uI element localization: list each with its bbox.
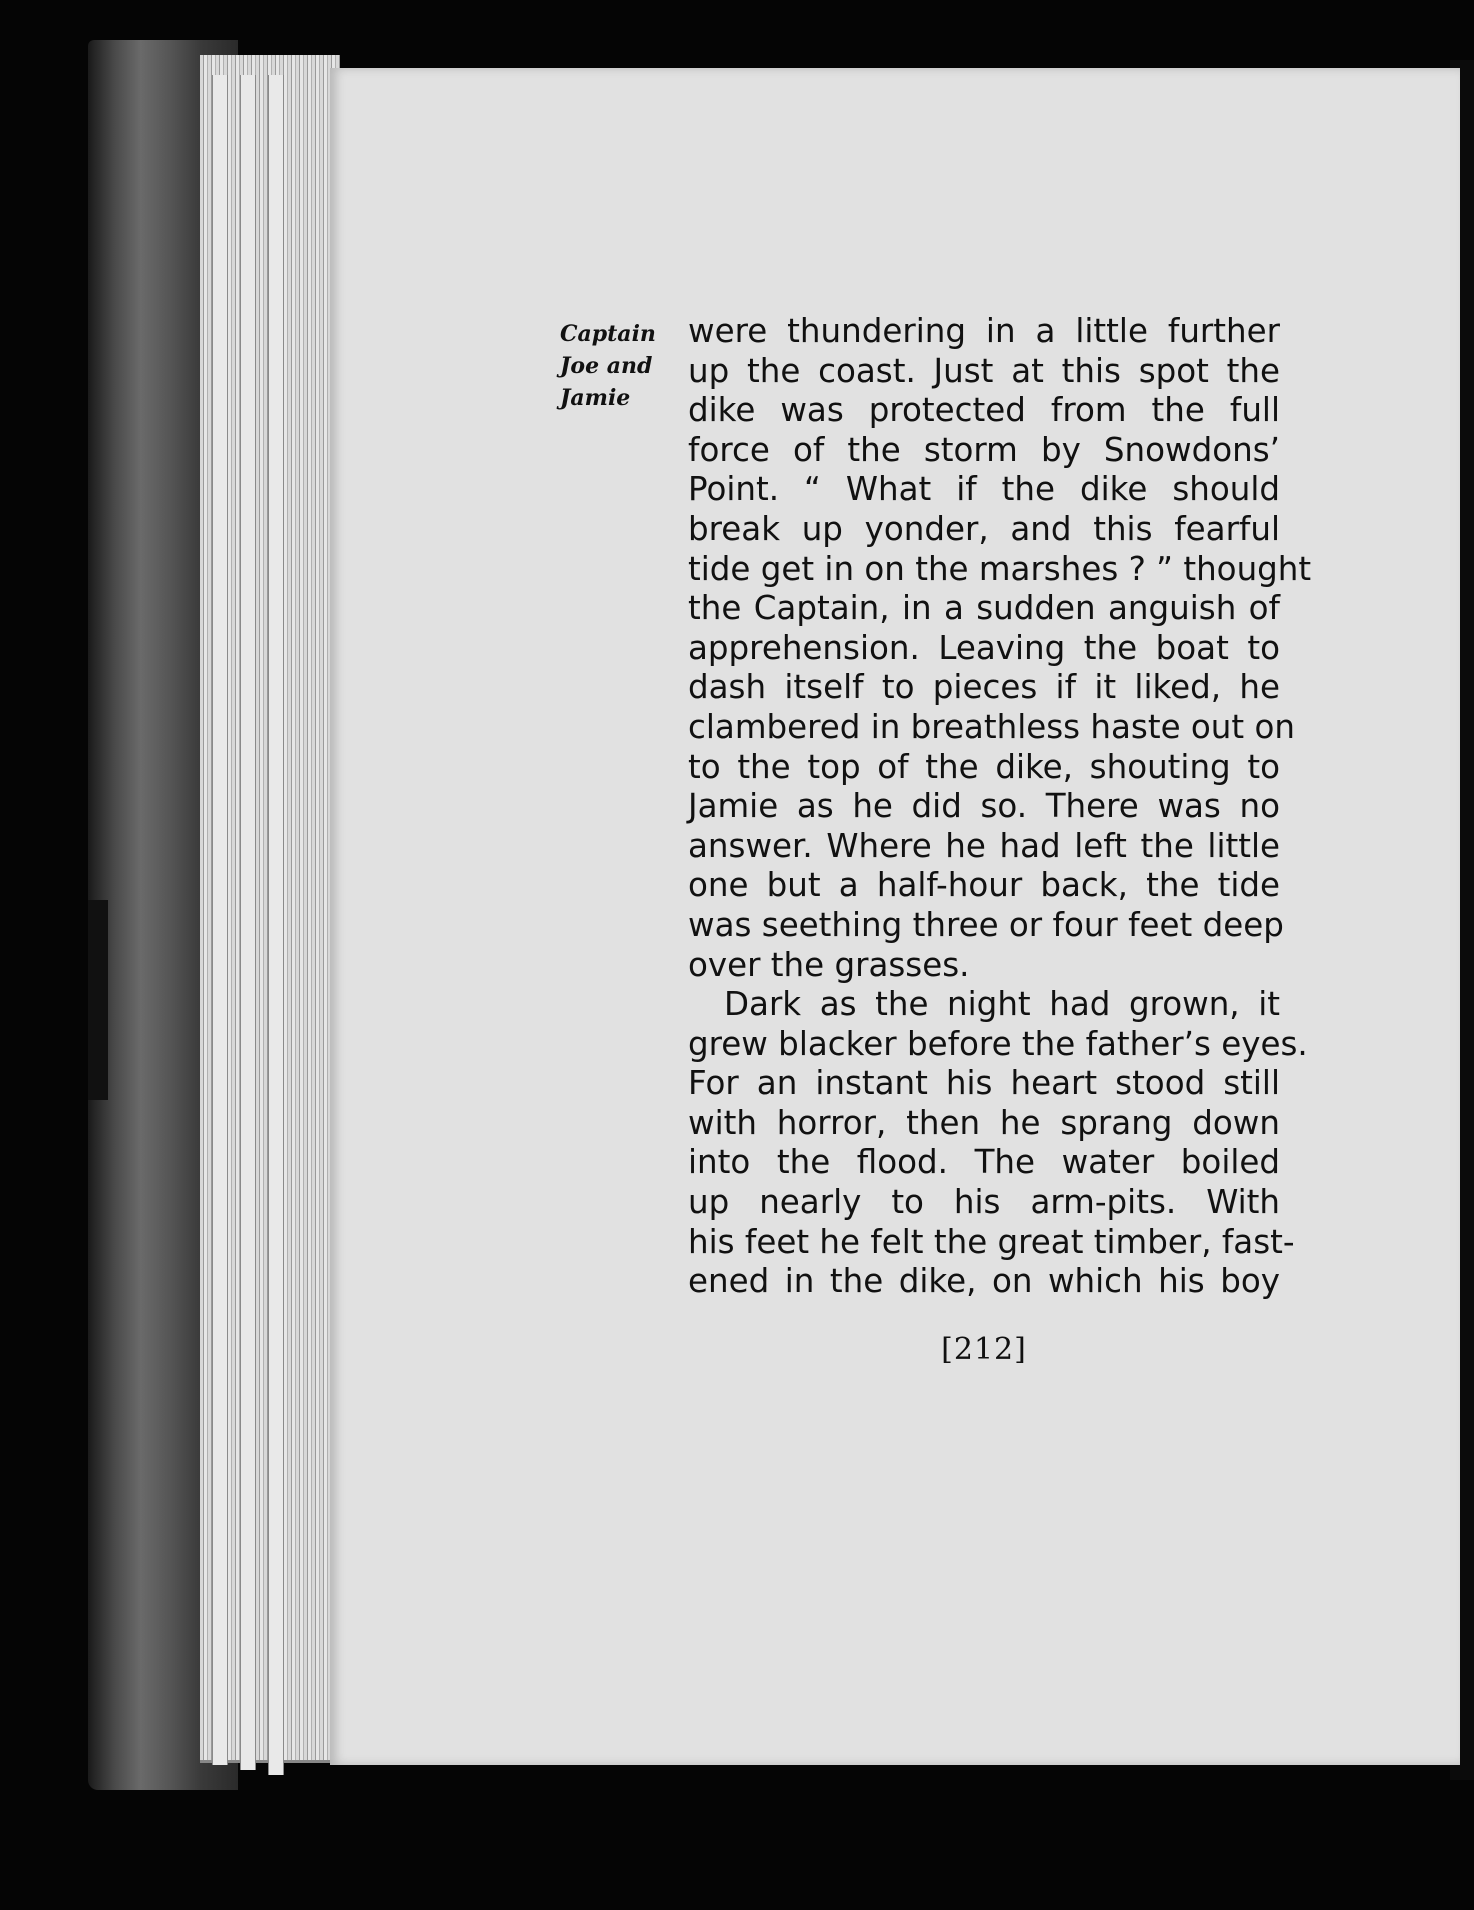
page-edge-strip bbox=[212, 75, 228, 1765]
text-line: clambered in breathless haste out on bbox=[688, 707, 1295, 746]
page-edge-strip bbox=[240, 75, 256, 1770]
margin-sidenote bbox=[560, 318, 680, 414]
text-line: For an instant his heart stood still bbox=[688, 1064, 1280, 1103]
text-line: his feet he felt the great timber, fast- bbox=[688, 1222, 1295, 1261]
text-line: dike was protected from the full bbox=[688, 391, 1280, 430]
sidenote-line: Jamie bbox=[560, 385, 631, 411]
page-number: [212] bbox=[941, 1332, 1027, 1367]
sidenote-line: Captain bbox=[560, 321, 656, 347]
text-line: dash itself to pieces if it liked, he bbox=[688, 668, 1280, 707]
text-line: ened in the dike, on which his boy bbox=[688, 1262, 1280, 1301]
sidenote-line: Joe and bbox=[560, 353, 653, 379]
body-text bbox=[688, 312, 1312, 1302]
text-line: Dark as the night had grown, it bbox=[724, 985, 1280, 1024]
page-edge-strip bbox=[268, 75, 284, 1775]
text-line: force of the storm by Snowdons’ bbox=[688, 430, 1280, 469]
text-line: over the grasses. bbox=[688, 945, 970, 984]
text-line: up nearly to his arm-pits. With bbox=[688, 1183, 1280, 1222]
text-line: answer. Where he had left the little bbox=[688, 826, 1280, 865]
text-line: were thundering in a little further bbox=[688, 312, 1280, 350]
text-line: Jamie as he did so. There was no bbox=[688, 787, 1280, 826]
cover-shadow bbox=[88, 900, 108, 1100]
text-line: to the top of the dike, shouting to bbox=[688, 747, 1280, 786]
text-line: the Captain, in a sudden anguish of bbox=[688, 589, 1280, 628]
text-line: into the flood. The water boiled bbox=[688, 1143, 1280, 1182]
text-line: up the coast. Just at this spot the bbox=[688, 351, 1280, 390]
text-line: tide get in on the marshes ? ” thought bbox=[688, 549, 1312, 588]
text-line: break up yonder, and this fearful bbox=[688, 509, 1280, 548]
text-line: grew blacker before the father’s eyes. bbox=[688, 1024, 1308, 1063]
text-line: Point. “ What if the dike should bbox=[688, 470, 1280, 509]
text-line: apprehension. Leaving the boat to bbox=[688, 628, 1280, 667]
text-line: one but a half-hour back, the tide bbox=[688, 866, 1280, 905]
text-line: with horror, then he sprang down bbox=[688, 1103, 1280, 1142]
text-line: was seething three or four feet deep bbox=[688, 905, 1284, 944]
